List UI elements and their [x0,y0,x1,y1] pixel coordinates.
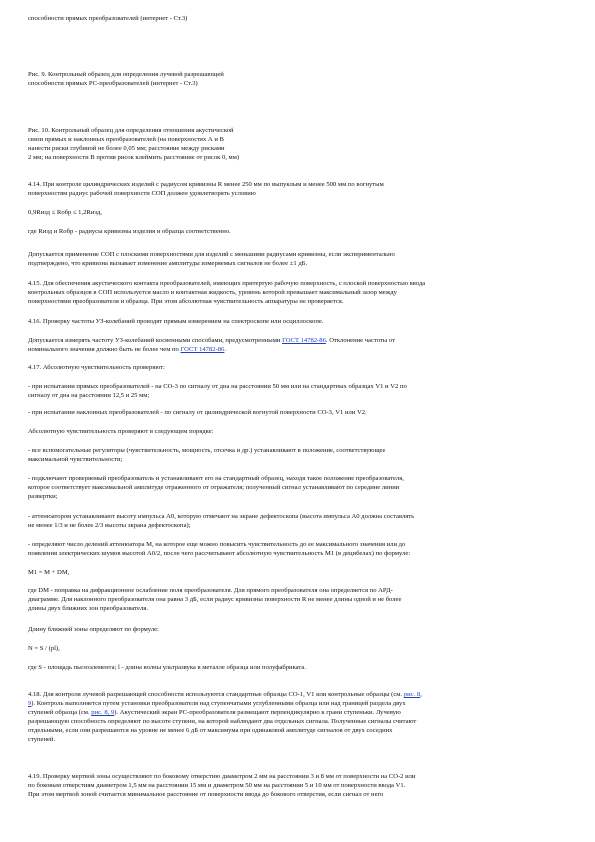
figure-link[interactable]: 9 [28,700,32,707]
bullet-straight [28,382,568,400]
paragraph-line: поверхностям радиус рабочей поверхности СОП должен удовлетворять условию [28,190,256,197]
paragraph-4-15 [28,279,568,306]
paragraph-line: - определяют число делений аттенюатора М, на которое еще можно повысить чувствительность до ее максимального значения или до [28,541,406,548]
paragraph-line: - подключают проверяемый преобразователь и устанавливают его на стандартный образец, находя такое положение преобразователя, [28,475,404,482]
paragraph-line: по боковым отверстиям диаметром 1,5 мм на расстоянии 15 мм и диаметром 50 мм на расстоянии 5 и 10 мм от поверхности ввода V1. [28,782,406,789]
bullet-regulators [28,446,568,464]
paragraph-line: 4.17. Абсолютную чувствительность проверяют: [28,364,165,371]
paragraph-line: Длину ближней зоны определяют по формуле: [28,626,159,633]
paragraph-line: длины двух ближних зон преобразователя. [28,605,148,612]
where-radius [28,227,568,236]
paragraph-4-19 [28,772,568,799]
text-run: ). Контроль выполняется путем установки преобразователя над ступенчатыми углубленными образца или над границей раздела двух [31,700,406,707]
paragraph-line: развертки; [28,493,58,500]
paragraph-line: 4.19. Проверку мертвой зоны осуществляют по боковому отверстию диаметром 2 мм на расстоянии 3 и 8 мм от поверхности на СО-2 или [28,773,416,780]
paragraph-line: не менее 1/3 и не более 2/3 высоты экрана дефектоскопа); [28,522,191,529]
text-run: , [420,691,422,698]
paragraph-line: 4.16. Проверку частоты УЗ-колебаний проводят прямым измерением на спектроскопе или осциллоскопе. [28,318,324,325]
paragraph-line: контрольных образцов в СОП используется масло и контактная жидкость, уровень которой превышает максимальный зазор между [28,289,397,296]
formula-near-zone [28,644,568,653]
text-run: Допускается измерять частоту УЗ-колебаний косвенными способами, предусмотренными [28,337,283,344]
text-run: номинального значения должно быть не более чем по [28,346,181,353]
formula-line: M1 = M + DM, [28,569,70,576]
paragraph-line: разрешающую способность определяют по высоте ступени, на которой наблюдают два отдельных сигнала. Полученные сигналы считают [28,718,417,725]
text-run: . Отклонение частоты от [325,337,395,344]
paragraph-near-zone [28,625,568,634]
caption-line: нанести риски глубиной не более 0,05 мм; расстояние между рисками [28,145,225,152]
bullet-determine [28,540,568,558]
figure-link[interactable]: рис. 8, 9 [91,709,115,716]
paragraph-line [28,708,568,717]
bullet-attenuator [28,512,568,530]
paragraph-line: Допускается применение СОП с плоскими поверхностями для изделий с меньшими радиусами кривизны, если экспериментально [28,251,395,258]
gost-link[interactable]: ГОСТ 14782-86 [180,346,225,353]
paragraph-allowed [28,250,568,268]
caption-line: способности прямых преобразователей (интернет - Ст.3) [28,15,188,22]
caption-line: Рис. 10. Контрольный образец для определения отношения акустической [28,127,234,134]
paragraph-line: сигналу от дна на расстоянии 12,5 и 25 мм; [28,392,150,399]
paragraph-line: - все вспомогательные регуляторы (чувствительность, мощность, отсечка и др.) устанавливают в положение, соответствующее [28,447,386,454]
formula-line: N = S / (pl), [28,645,60,652]
figure-10-caption [28,126,568,162]
paragraph-4-16 [28,317,568,326]
text-run: . [224,346,227,353]
paragraph-line: - при испытании наклонных преобразователей - по сигналу от цилиндрической вогнутой поверхности СО-3, V1 или V2. [28,409,367,416]
caption-line: 2 мм; на поверхности В против рисок клеймить расстояние от рисок 0, мм) [28,154,240,161]
gost-link[interactable]: ГОСТ 14782-86 [282,337,326,344]
paragraph-line: появления электрических шумов высотой A0/2, после чего рассчитывают абсолютную чувствительность М1 (в децибелах) по формуле: [28,550,411,557]
where-near-zone [28,663,568,672]
paragraph-line: диаграмме. Для наклонного преобразователя она равна 3 дБ, если радиус кривизны поверхности R не менее длины одной и не более [28,596,402,603]
figure-link[interactable]: рис. 8 [403,691,421,698]
paragraph-line [28,345,568,354]
paragraph-line: подтверждено, что кривизна вызывает изменение амплитуды измеряемых сигналов не более ±1 дБ. [28,260,308,267]
paragraph-line: ступеней. [28,736,56,743]
paragraph-line: отдельными, если они разрешаются на уровне не менее 6 дБ от максимума при одинаковой амплитуде сигналов от двух соседних [28,727,393,734]
paragraph-line: поверхностями преобразователя и образца. При этом абсолютная чувствительность аппаратуры не проверяется. [28,298,344,305]
where-dm [28,586,568,613]
paragraph-line: 4.14. При контроле цилиндрических изделий с радиусом кривизны R менее 250 мм по выпуклым и менее 500 мм по вогнутым [28,181,384,188]
top-caption [28,14,568,23]
paragraph-line: - при испытании прямых преобразователей - на СО-3 по сигналу от дна на расстоянии 50 мм или на стандартных образцах V1 и V2 по [28,383,407,390]
paragraph-line [28,336,568,345]
caption-line: связи прямых и наклонных преобразователей (на поверхностях А и В [28,136,224,143]
paragraph-line: 4.15. Для обеспечения акустического контакта преобразователей, имеющих притертую рабочую поверхность, с плоской поверхностью ввода [28,280,426,287]
paragraph-4-18 [28,690,568,744]
figure-9-caption [28,70,568,88]
paragraph-line: которое соответствует максимальной амплитуде отраженного от отражателя; полученный сигнал устанавливают по середине линии [28,484,400,491]
formula-radius [28,208,568,217]
paragraph-line: Абсолютную чувствительность проверяют в следующем порядке: [28,428,214,435]
paragraph-line: где Rизд и Rобр - радиусы кривизны изделия и образца соответственно. [28,228,231,235]
paragraph-line: При этом мертвой зоной считается минимальное расстояние от поверхности ввода до бокового отверстия, если сигнал от него [28,791,384,798]
formula-line: 0,9Rизд ≤ Rобр ≤ 1,2Rизд, [28,209,102,216]
paragraph-4-17 [28,363,568,372]
paragraph-line [28,690,568,699]
paragraph-order [28,427,568,436]
text-run: ). Акустический экран РС-преобразователя размещают перпендикулярно к грани ступеньки. Лучевую [114,709,401,716]
bullet-connect [28,474,568,501]
caption-line: способности прямых РС-преобразователей (интернет - Ст.3) [28,80,198,87]
text-run: 4.18. Для контроля лучевой разрешающей способности используются стандартные образцы СО-1, V1 или контрольные образцы (см. [28,691,404,698]
paragraph-line: где DM - поправка на дифракционное ослабление поля преобразователя. Для прямого преобразователя она определяется по АРД- [28,587,393,594]
paragraph-line [28,699,568,708]
paragraph-line: - аттенюатором устанавливают высоту импульса А0, которую отмечают на экране дефектоскопа (высота импульса А0 должна составлять [28,513,415,520]
paragraph-frequency [28,336,568,354]
paragraph-4-14 [28,180,568,198]
paragraph-line: где S - площадь пьезоэлемента; l - длина волны ультразвука в металле образца или полуфабриката. [28,664,306,671]
caption-line: Рис. 9. Контрольный образец для определения лучевой разрешающей [28,71,224,78]
formula-sensitivity [28,568,568,577]
paragraph-line: максимальной чувствительности; [28,456,123,463]
text-run: ступеней образца (см. [28,709,92,716]
bullet-inclined [28,408,568,417]
